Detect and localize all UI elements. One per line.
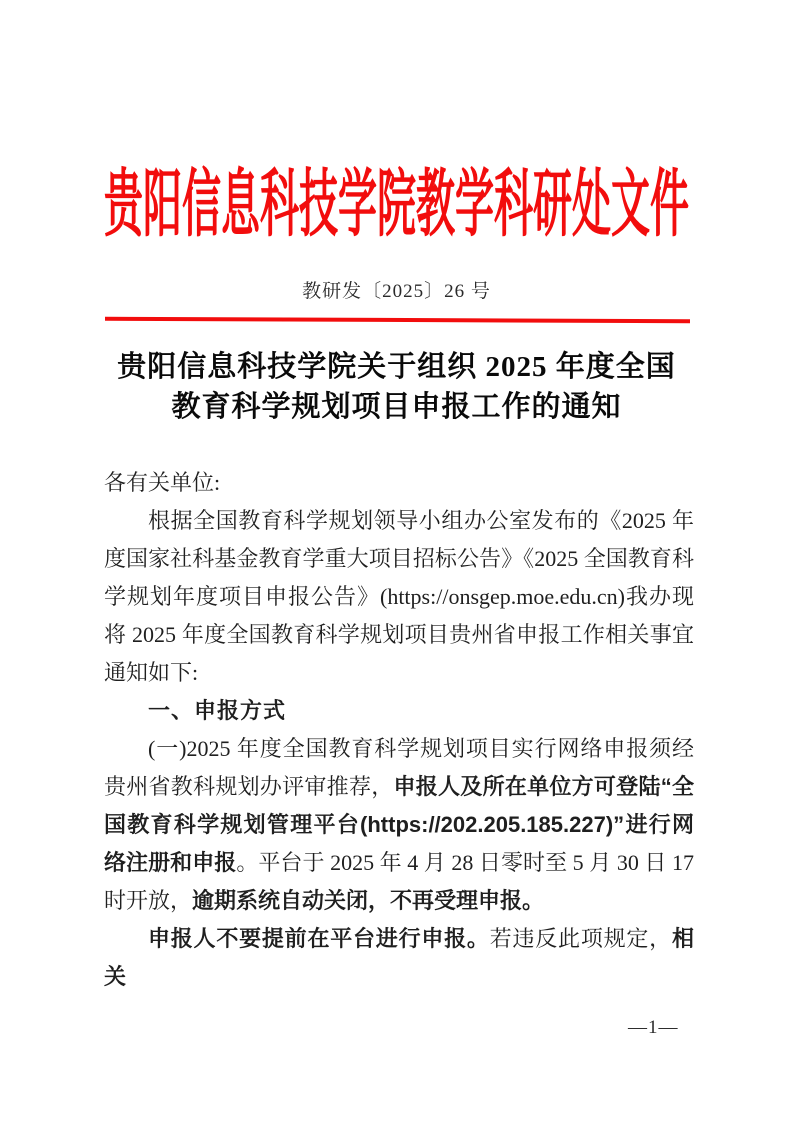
paragraph (104, 920, 694, 996)
paragraph (104, 502, 694, 692)
text-run: 相关 (104, 926, 694, 989)
letterhead-title-text: 贵阳信息科技学院教学科研处文件 (103, 165, 689, 247)
text-run: 申报人不要提前在平台进行申报。 (148, 926, 490, 951)
notice-title-line1: 贵阳信息科技学院关于组织 2025 年度全国 (117, 351, 676, 383)
text-run: 一、申报方式 (148, 698, 287, 723)
notice-title-line2: 教育科学规划项目申报工作的通知 (171, 391, 622, 423)
text-run: 。平台于 2025 年 4 月 28 日零时至 5 月 30 日 17 时开放， (104, 850, 694, 913)
paragraph (104, 464, 694, 502)
text-run: (一)2025 年度全国教育科学规划项目实行网络申报须经贵州省教科规划办评审推荐， (104, 736, 694, 799)
letterhead-title (0, 165, 793, 247)
text-run: 各有关单位: (104, 470, 221, 495)
text-run: 若违反此项规定， (489, 926, 672, 951)
document-number: 教研发〔2025〕26 号 (302, 281, 491, 302)
page-number: —1— (628, 1017, 679, 1038)
text-run: 逾期系统自动关闭，不再受理申报。 (192, 888, 545, 913)
text-run: 申报人及所在单位方可登陆“全国教育科学规划管理平台(https://202.205.185.227)”进行网络注册和申报 (104, 774, 694, 875)
notice-title (0, 347, 793, 427)
red-divider-line (105, 317, 690, 324)
text-run: 根据全国教育科学规划领导小组办公室发布的《2025 年度国家社科基金教育学重大项目招标公告》《2025 全国教育科学规划年度项目申报公告》(https://onsgep.moe.edu.cn)我办现将 2025 年度全国教育科学规划项目贵州省申报工作相关事宜通知如下: (104, 508, 694, 685)
document-body (104, 464, 694, 996)
paragraph (104, 730, 694, 920)
section-heading (104, 692, 694, 730)
